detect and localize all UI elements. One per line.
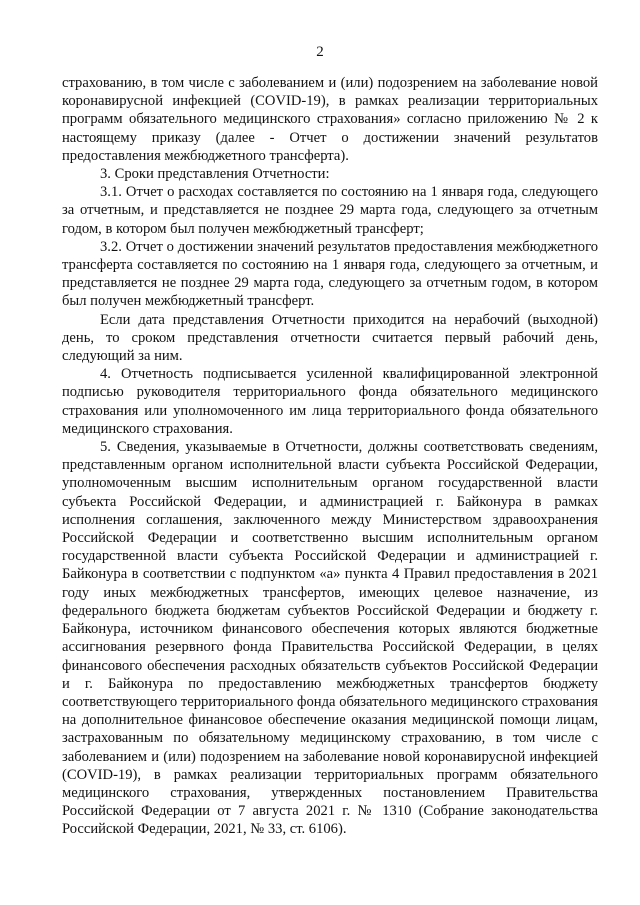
paragraph-3-1: 3.1. Отчет о расходах составляется по состоянию на 1 января года, следующего за отчетным, и представляется не позднее 29 марта года, следующего за отчетным годом, в котором был получен межбюджетный трансферт; <box>62 184 598 237</box>
paragraph-4-signature: 4. Отчетность подписывается усиленной квалифицированной электронной подписью руководителя территориального фонда обязательного медицинского страхования или уполномоченного им лица территориального фонда обязательного медицинского страхования. <box>62 366 598 437</box>
document-body <box>62 74 598 839</box>
page-number: 2 <box>316 44 324 60</box>
paragraph-3-2: 3.2. Отчет о достижении значений результатов предоставления межбюджетного трансферта составляется по состоянию на 1 января года, следующего за отчетным, и представляется не позднее 29 марта года, следующего за отчетным годом, в котором был получен межбюджетный трансферт. <box>62 238 598 310</box>
paragraph-continuation: страхованию, в том числе с заболеванием и (или) подозрением на заболевание новой коронавирусной инфекцией (COVID-19), в рамках реализации территориальных программ обязательного медицинского страхования» согласно приложению № 2 к настоящему приказу (далее - Отчет о достижении значений результатов предоставления межбюджетного трансферта). <box>62 75 598 164</box>
paragraph-section-3-heading: 3. Сроки представления Отчетности: <box>100 166 330 183</box>
paragraph-5-information: 5. Сведения, указываемые в Отчетности, должны соответствовать сведениям, представленным органом исполнительной власти субъекта Российской Федерации, уполномоченным высшим исполнительным органом государственной власти субъекта Российской Федерации, и администрацией г. Байконура в рамках исполнения соглашения, заключенного между Министерством здравоохранения Российской Федерации и соответственно высшим исполнительным органом государственной власти субъекта Российской Федерации и администрацией г. Байконура в соответствии с подпунктом «а» пункта 4 Правил предоставления в 2021 году иных межбюджетных трансфертов, имеющих целевое назначение, из федерального бюджета бюджетам субъектов Российской Федерации и бюджету г. Байконура, источником финансового обеспечения которых являются бюджетные ассигнования резервного фонда Правительства Российской Федерации, в целях финансового обеспечения расходных обязательств субъектов Российской Федерации и г. Байконура по предоставлению межбюджетных трансфертов бюджету соответствующего территориального фонда обязательного медицинского страхования на дополнительное финансовое обеспечение оказания медицинской помощи лицам, застрахованным по обязательному медицинскому страхованию, в том числе с заболеванием и (или) подозрением на заболевание новой коронавирусной инфекцией (COVID-19), в рамках реализации территориальных программ обязательного медицинского страхования, утвержденных постановлением Правительства Российской Федерации от 7 августа 2021 г. № 1310 (Собрание законодательства Российской Федерации, 2021, № 33, ст. 6106). <box>62 439 598 838</box>
paragraph-nonworking-day: Если дата представления Отчетности приходится на нерабочий (выходной) день, то сроком представления отчетности считается первый рабочий день, следующий за ним. <box>62 311 598 365</box>
